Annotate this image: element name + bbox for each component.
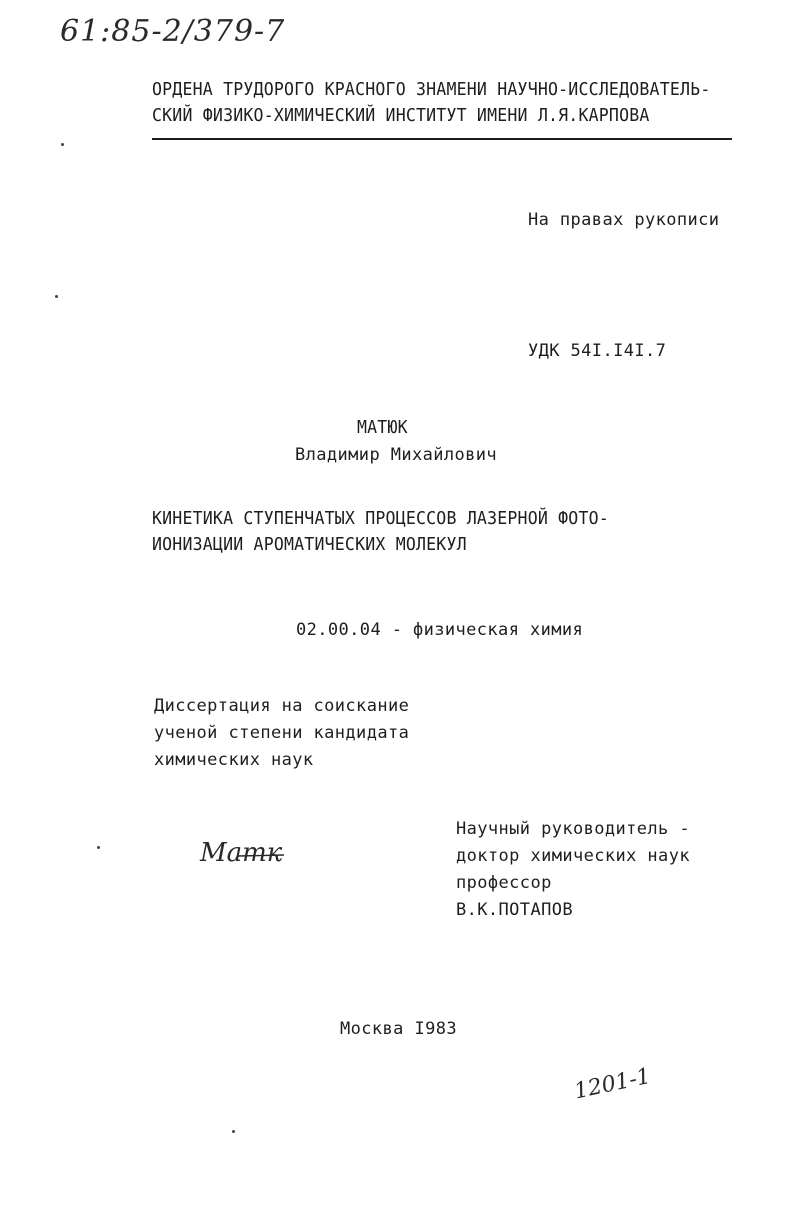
dissertation-title-line-1: КИНЕТИКА СТУПЕНЧАТЫХ ПРОЦЕССОВ ЛАЗЕРНОЙ ФОТО- [152, 508, 609, 529]
institute-header-line-1: ОРДЕНА ТРУДОРОГО КРАСНОГО ЗНАМЕНИ НАУЧНО-ИССЛЕДОВАТЕЛЬ- [152, 79, 711, 100]
scan-speck [61, 143, 64, 146]
supervisor-line-3: профессор [456, 873, 552, 893]
scan-speck [97, 846, 100, 849]
author-given-names: Владимир Михайлович [295, 445, 498, 465]
specialty-code: 02.00.04 - физическая химия [296, 620, 584, 640]
degree-statement-line-3: химических наук [154, 750, 314, 770]
signature-underline [198, 846, 288, 866]
supervisor-name: В.К.ПОТАПОВ [456, 900, 573, 920]
handwritten-bottom-note: 1201-1 [572, 1063, 653, 1105]
degree-statement-line-2: ученой степени кандидата [154, 723, 410, 743]
place-and-year: Москва I983 [340, 1019, 457, 1039]
supervisor-line-1: Научный руководитель - [456, 819, 690, 839]
udc-code: УДК 54I.I4I.7 [528, 341, 667, 361]
author-surname: МАТЮК [357, 417, 408, 438]
supervisor-block [456, 816, 690, 924]
header-divider [152, 138, 732, 140]
scan-speck [55, 295, 58, 298]
supervisor-line-2: доктор химических наук [456, 846, 690, 866]
rights-note: На правах рукописи [528, 210, 720, 230]
degree-statement-line-1: Диссертация на соискание [154, 696, 410, 716]
handwritten-archive-number: 61:85-2/379-7 [60, 14, 286, 49]
dissertation-title-line-2: ИОНИЗАЦИИ АРОМАТИЧЕСКИХ МОЛЕКУЛ [152, 534, 467, 555]
author-signature: Матк [200, 838, 283, 868]
degree-statement [154, 693, 409, 774]
institute-header-line-2: СКИЙ ФИЗИКО-ХИМИЧЕСКИЙ ИНСТИТУТ ИМЕНИ Л.Я.КАРПОВА [152, 105, 650, 126]
scan-speck [232, 1130, 235, 1133]
